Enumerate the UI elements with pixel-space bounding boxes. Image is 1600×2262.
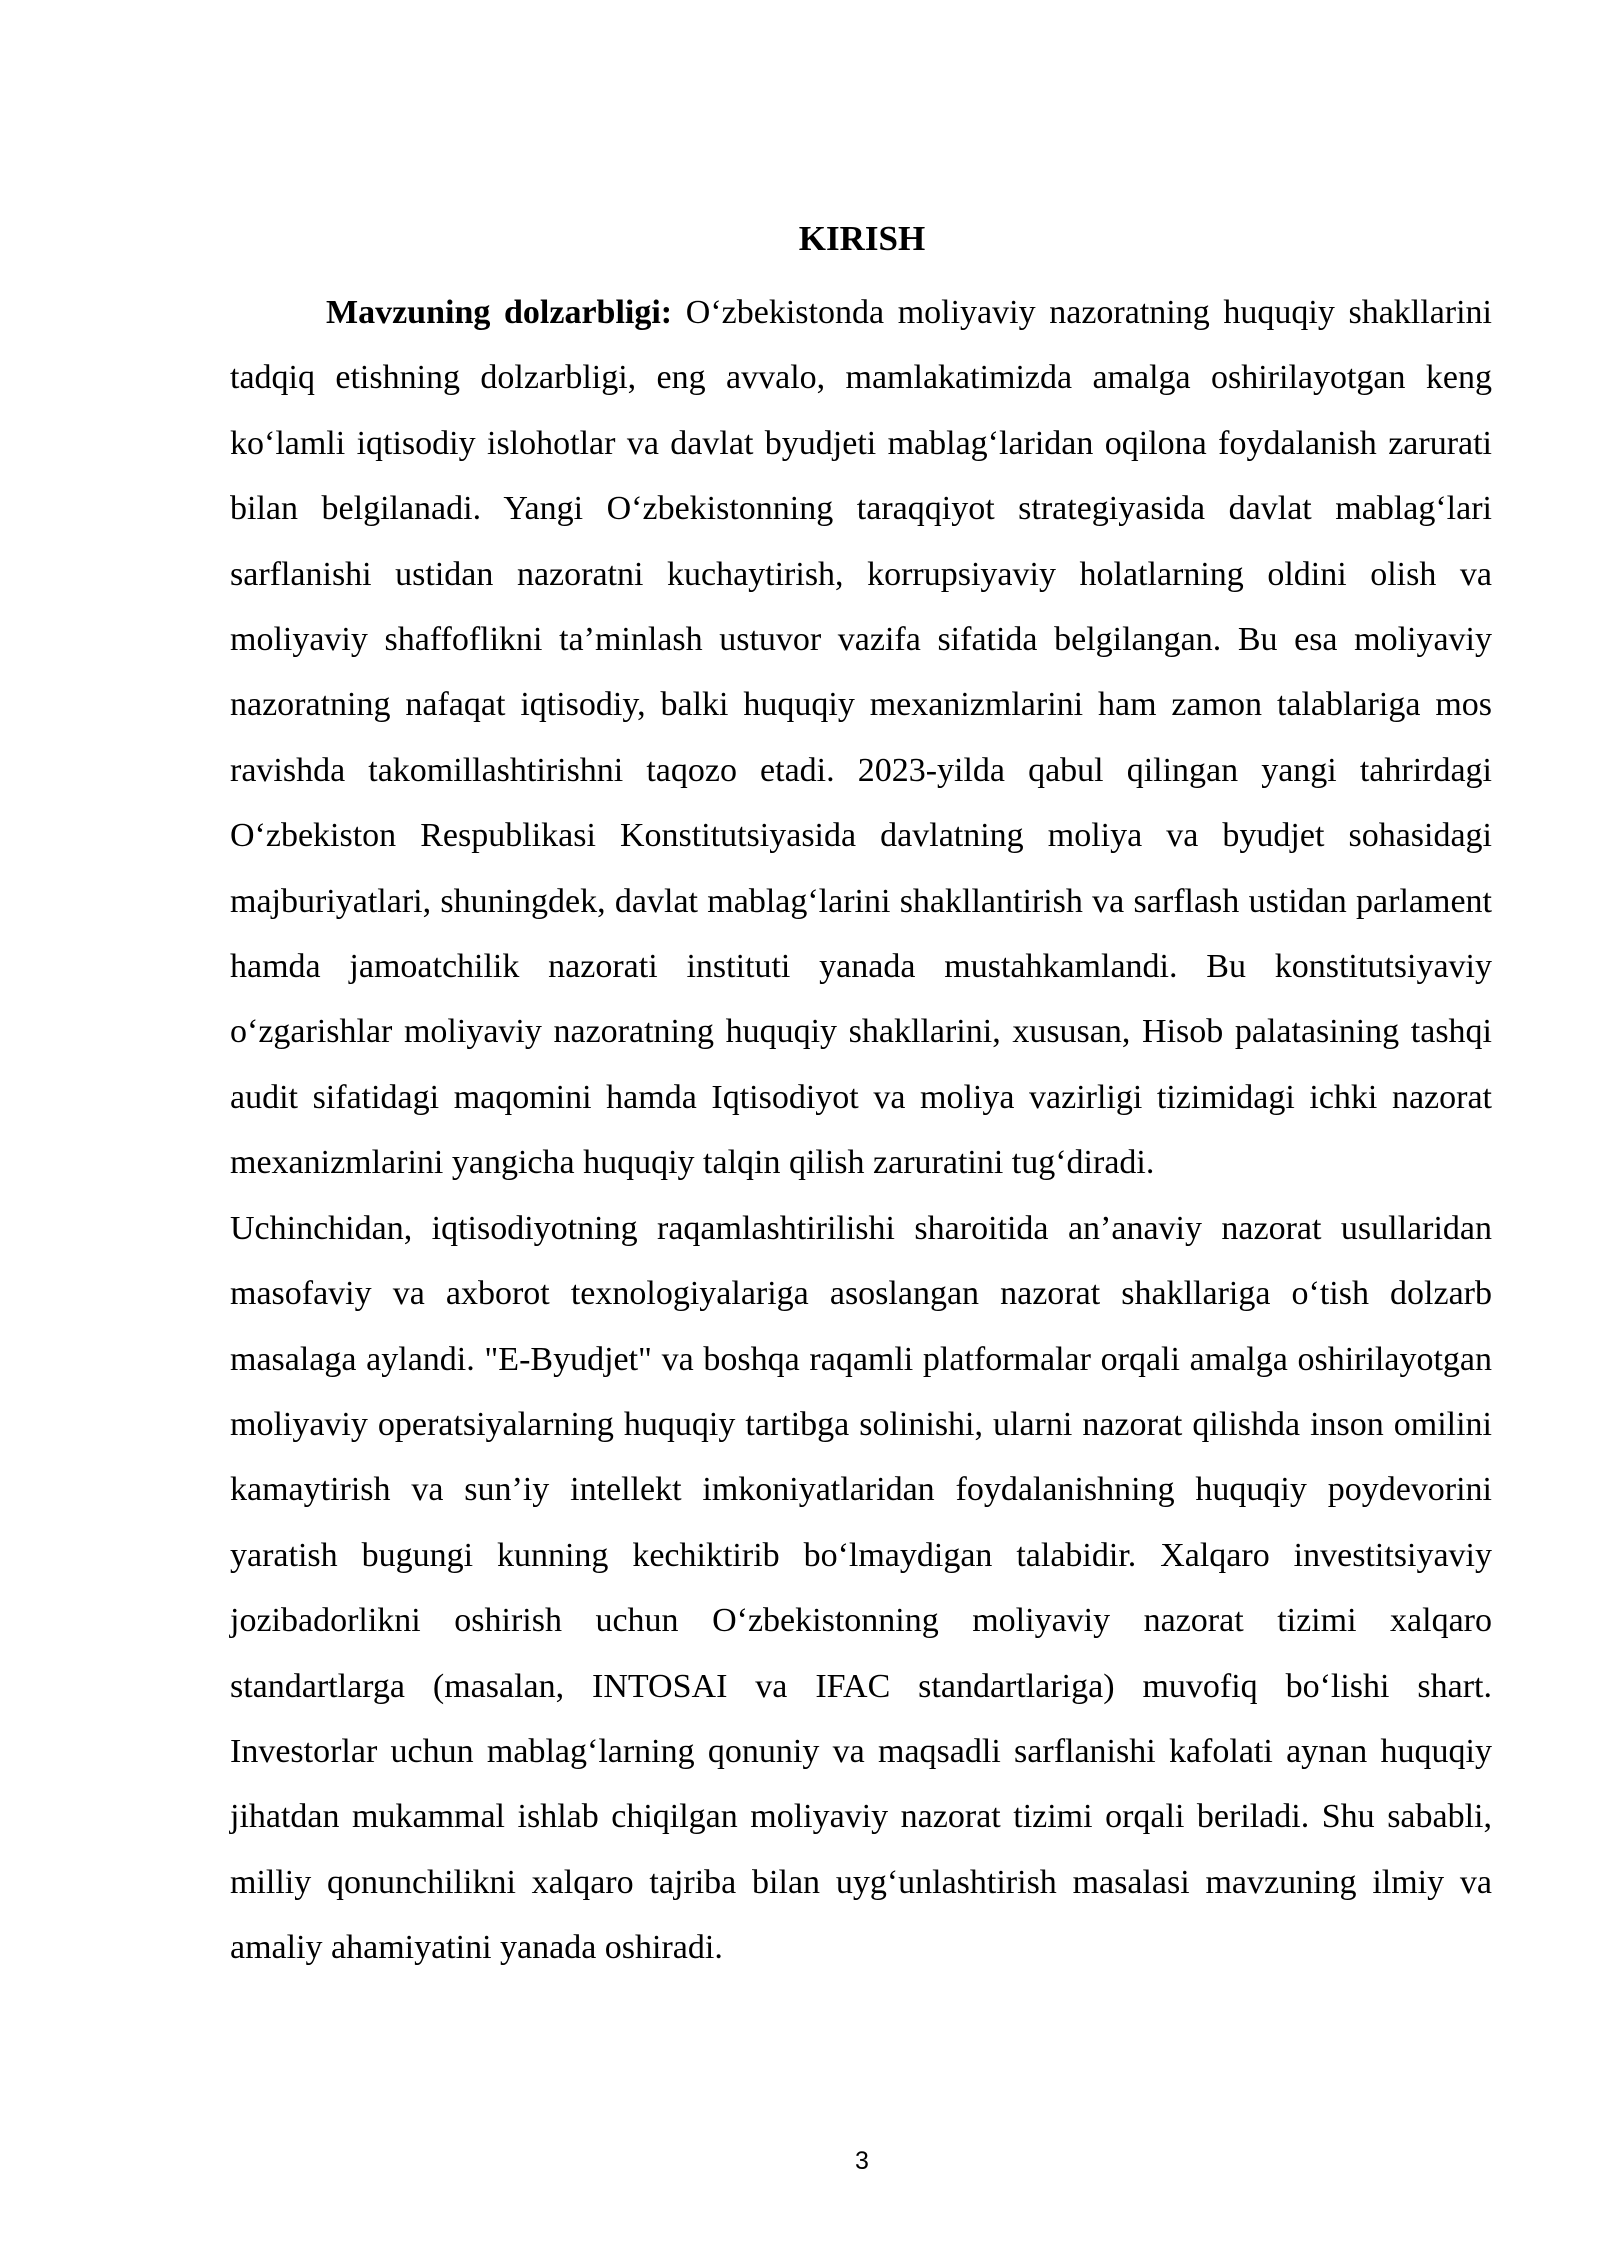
paragraph-relevance-text: O‘zbekistonda moliyaviy nazoratning huquqiy shakllarini tadqiq etishning dolzarbligi, eng avvalo, mamlakatimizda amalga oshirilayotgan keng ko‘lamli iqtisodiy islohotlar va davlat byudjeti mablag‘laridan oqilona foydalanish zarurati bilan belgilanadi. Yangi O‘zbekistonning taraqqiyot strategiyasida davlat mablag‘lari sarflanishi ustidan nazoratni kuchaytirish, korrupsiyaviy holatlarning oldini olish va moliyaviy shaffoflikni ta’minlash ustuvor vazifa sifatida belgilangan. Bu esa moliyaviy nazoratning nafaqat iqtisodiy, balki huquqiy mexanizmlarini ham zamon talablariga mos ravishda takomillashtirishni taqozo etadi. 2023-yilda qabul qilingan yangi tahrirdagi O‘zbekiston Respublikasi Konstitutsiyasida davlatning moliya va byudjet sohasidagi majburiyatlari, shuningdek, davlat mablag‘larini shakllantirish va sarflash ustidan parlament hamda jamoatchilik nazorati instituti yanada mustahkamlandi. Bu konstitutsiyaviy o‘zgarishlar moliyaviy nazoratning huquqiy shakllarini, xususan, Hisob palatasining tashqi audit sifatidagi maqomini hamda Iqtisodiyot va moliya vazirligi tizimidagi ichki nazorat mexanizmlarini yangicha huquqiy talqin qilish zaruratini tug‘diradi. <box>230 294 1492 1182</box>
paragraph-lead: Mavzuning dolzarbligi: <box>326 294 673 331</box>
paragraph-digitalization: Uchinchidan, iqtisodiyotning raqamlashtirilishi sharoitida an’anaviy nazorat usullaridan masofaviy va axborot texnologiyalariga asoslangan nazorat shakllariga o‘tish dolzarb masalaga aylandi. "E-Byudjet" va boshqa raqamli platformalar orqali amalga oshirilayotgan moliyaviy operatsiyalarning huquqiy tartibga solinishi, ularni nazorat qilishda inson omilini kamaytirish va sun’iy intellekt imkoniyatlaridan foydalanishning huquqiy poydevorini yaratish bugungi kunning kechiktirib bo‘lmaydigan talabidir. Xalqaro investitsiyaviy jozibadorlikni oshirish uchun O‘zbekistonning moliyaviy nazorat tizimi xalqaro standartlarga (masalan, INTOSAI va IFAC standartlariga) muvofiq bo‘lishi shart. Investorlar uchun mablag‘larning qonuniy va maqsadli sarflanishi kafolati aynan huquqiy jihatdan mukammal ishlab chiqilgan moliyaviy nazorat tizimi orqali beriladi. Shu sababli, milliy qonunchilikni xalqaro tajriba bilan uyg‘unlashtirish masalasi mavzuning ilmiy va amaliy ahamiyatini yanada oshiradi. <box>230 1209 1492 1967</box>
section-heading: KIRISH <box>798 219 926 258</box>
document-body <box>230 280 1492 1981</box>
page-number: 3 <box>855 2147 869 2175</box>
paragraph-relevance <box>230 280 1492 1196</box>
